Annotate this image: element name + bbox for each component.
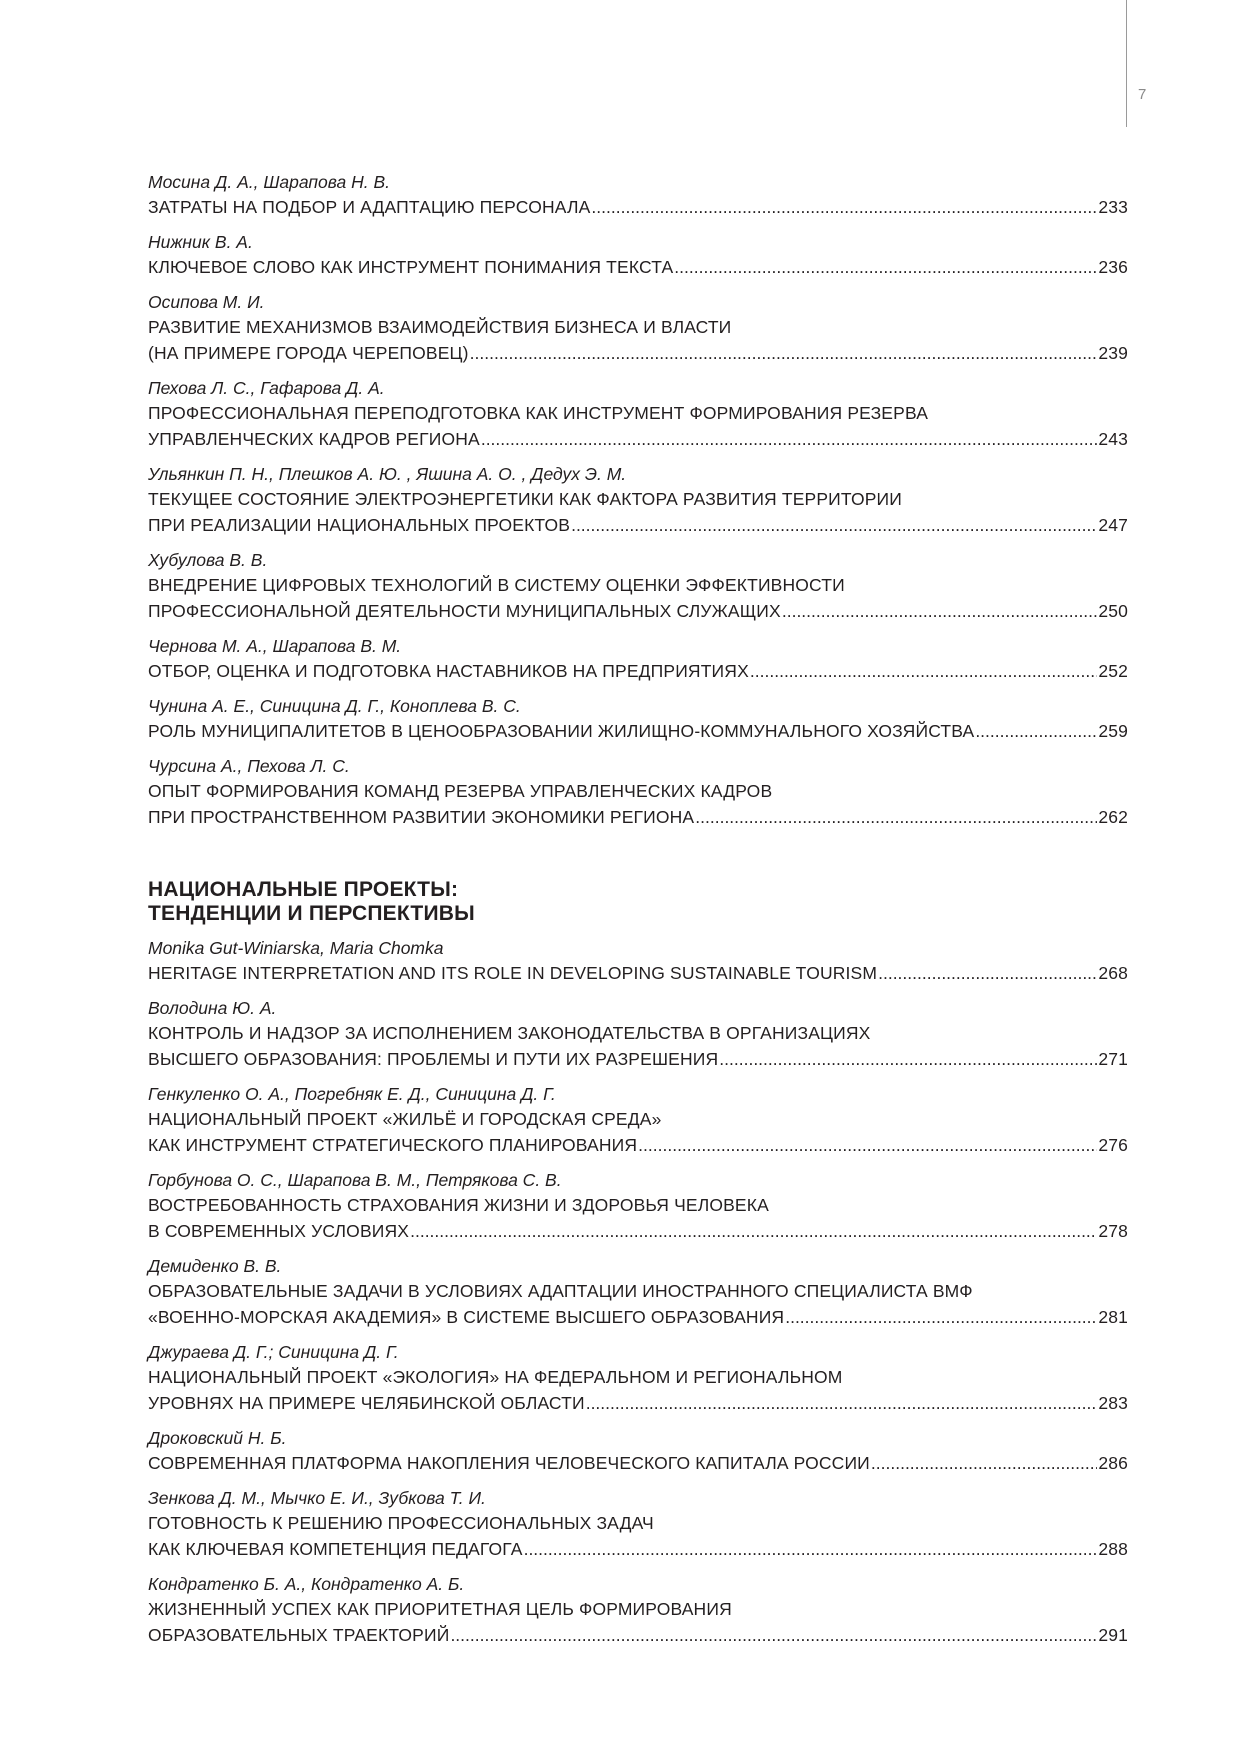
entry-authors: Володина Ю. А. (148, 998, 277, 1018)
entry-title-line (148, 1106, 1128, 1132)
entry-authors: Monika Gut-Winiarska, Maria Chomka (148, 938, 444, 958)
dot-leader (878, 960, 1097, 986)
toc-entry[interactable] (148, 1254, 1128, 1330)
toc-entry[interactable] (148, 1082, 1128, 1158)
entry-page-number: 291 (1098, 1625, 1128, 1645)
entry-page-number: 239 (1098, 343, 1128, 363)
dot-leader (481, 426, 1098, 452)
entry-title-text: «ВОЕННО-МОРСКАЯ АКАДЕМИЯ» В СИСТЕМЕ ВЫСШЕГО ОБРАЗОВАНИЯ (148, 1307, 785, 1327)
entry-page-number: 252 (1098, 661, 1128, 681)
entry-title-text: РОЛЬ МУНИЦИПАЛИТЕТОВ В ЦЕНООБРАЗОВАНИИ ЖИЛИЩНО-КОММУНАЛЬНОГО ХОЗЯЙСТВА (148, 721, 975, 741)
entry-title-line (148, 1364, 1128, 1390)
toc-entry[interactable] (148, 634, 1128, 684)
entry-title-line (148, 1450, 1128, 1476)
entry-title-line (148, 512, 1128, 538)
entry-page-number: 236 (1098, 257, 1128, 277)
entry-title-line (148, 598, 1128, 624)
entry-page-number: 288 (1098, 1539, 1128, 1559)
entry-title-line (148, 486, 1128, 512)
entry-title-text: ОТБОР, ОЦЕНКА И ПОДГОТОВКА НАСТАВНИКОВ НА ПРЕДПРИЯТИЯХ (148, 661, 749, 681)
entry-authors: Дроковский Н. Б. (148, 1428, 287, 1448)
entry-title-text: ОБРАЗОВАТЕЛЬНЫЕ ЗАДАЧИ В УСЛОВИЯХ АДАПТАЦИИ ИНОСТРАННОГО СПЕЦИАЛИСТА ВМФ (148, 1281, 973, 1301)
entry-title-line (148, 1278, 1128, 1304)
margin-rule (1126, 0, 1127, 127)
entry-title-text: ТЕКУЩЕЕ СОСТОЯНИЕ ЭЛЕКТРОЭНЕРГЕТИКИ КАК ФАКТОРА РАЗВИТИЯ ТЕРРИТОРИИ (148, 489, 902, 509)
toc-entry[interactable] (148, 230, 1128, 280)
entry-authors: Зенкова Д. М., Мычко Е. И., Зубкова Т. И. (148, 1488, 486, 1508)
entry-title-text: КАК ИНСТРУМЕНТ СТРАТЕГИЧЕСКОГО ПЛАНИРОВАНИЯ (148, 1135, 638, 1155)
entry-authors: Чунина А. Е., Синицина Д. Г., Коноплева В. С. (148, 696, 521, 716)
entry-title-line (148, 1304, 1128, 1330)
section-heading (148, 878, 1128, 926)
toc-entry[interactable] (148, 1572, 1128, 1648)
entry-title-line (148, 194, 1128, 220)
dot-leader (750, 658, 1097, 684)
entry-authors: Горбунова О. С., Шарапова В. М., Петрякова С. В. (148, 1170, 562, 1190)
entry-title-line (148, 778, 1128, 804)
entry-title-text: ГОТОВНОСТЬ К РЕШЕНИЮ ПРОФЕССИОНАЛЬНЫХ ЗАДАЧ (148, 1513, 654, 1533)
entry-page-number: 271 (1098, 1049, 1128, 1069)
entry-authors: Пехова Л. С., Гафарова Д. А. (148, 378, 385, 398)
entry-title-line (148, 1596, 1128, 1622)
entry-title-line (148, 572, 1128, 598)
entry-title-line (148, 1132, 1128, 1158)
entry-authors: Осипова М. И. (148, 292, 265, 312)
entry-title-text: СОВРЕМЕННАЯ ПЛАТФОРМА НАКОПЛЕНИЯ ЧЕЛОВЕЧЕСКОГО КАПИТАЛА РОССИИ (148, 1453, 870, 1473)
toc-entry[interactable] (148, 754, 1128, 830)
toc-entry[interactable] (148, 1168, 1128, 1244)
entry-title-text: ПРОФЕССИОНАЛЬНОЙ ДЕЯТЕЛЬНОСТИ МУНИЦИПАЛЬНЫХ СЛУЖАЩИХ (148, 601, 781, 621)
entry-title-text: ПРИ ПРОСТРАНСТВЕННОМ РАЗВИТИИ ЭКОНОМИКИ РЕГИОНА (148, 807, 695, 827)
entry-page-number: 233 (1098, 197, 1128, 217)
entry-title-text: РАЗВИТИЕ МЕХАНИЗМОВ ВЗАИМОДЕЙСТВИЯ БИЗНЕСА И ВЛАСТИ (148, 317, 732, 337)
entry-authors: Чурсина А., Пехова Л. С. (148, 756, 350, 776)
toc-entry[interactable] (148, 1426, 1128, 1476)
entries-after-section (148, 936, 1128, 1648)
toc-entry[interactable] (148, 462, 1128, 538)
dot-leader (975, 718, 1097, 744)
entry-authors: Чернова М. А., Шарапова В. М. (148, 636, 402, 656)
entry-authors: Кондратенко Б. А., Кондратенко А. Б. (148, 1574, 465, 1594)
entry-title-text: ПРИ РЕАЛИЗАЦИИ НАЦИОНАЛЬНЫХ ПРОЕКТОВ (148, 515, 571, 535)
entry-title-line (148, 804, 1128, 830)
entry-title-line (148, 1536, 1128, 1562)
entry-title-line (148, 1510, 1128, 1536)
entry-title-text: НАЦИОНАЛЬНЫЙ ПРОЕКТ «ЖИЛЬЁ И ГОРОДСКАЯ СРЕДА» (148, 1109, 662, 1129)
dot-leader (695, 804, 1097, 830)
entry-title-text: HERITAGE INTERPRETATION AND ITS ROLE IN DEVELOPING SUSTAINABLE TOURISM (148, 963, 878, 983)
entry-page-number: 286 (1098, 1453, 1128, 1473)
dot-leader (470, 340, 1098, 366)
toc-entry[interactable] (148, 996, 1128, 1072)
entry-title-text: КОНТРОЛЬ И НАДЗОР ЗА ИСПОЛНЕНИЕМ ЗАКОНОДАТЕЛЬСТВА В ОРГАНИЗАЦИЯХ (148, 1023, 871, 1043)
entry-page-number: 278 (1098, 1221, 1128, 1241)
entry-authors: Ульянкин П. Н., Плешков А. Ю. , Яшина А. О. , Дедух Э. М. (148, 464, 627, 484)
toc-entry[interactable] (148, 1340, 1128, 1416)
dot-leader (450, 1622, 1097, 1648)
dot-leader (591, 194, 1097, 220)
entry-page-number: 243 (1098, 429, 1128, 449)
dot-leader (871, 1450, 1097, 1476)
entry-title-text: (НА ПРИМЕРЕ ГОРОДА ЧЕРЕПОВЕЦ) (148, 343, 469, 363)
entry-title-line (148, 426, 1128, 452)
entry-title-line (148, 718, 1128, 744)
entry-title-text: КЛЮЧЕВОЕ СЛОВО КАК ИНСТРУМЕНТ ПОНИМАНИЯ ТЕКСТА (148, 257, 674, 277)
entry-page-number: 283 (1098, 1393, 1128, 1413)
dot-leader (674, 254, 1097, 280)
dot-leader (638, 1132, 1097, 1158)
entry-title-line (148, 1020, 1128, 1046)
entry-title-text: В СОВРЕМЕННЫХ УСЛОВИЯХ (148, 1221, 410, 1241)
entry-title-text: ВНЕДРЕНИЕ ЦИФРОВЫХ ТЕХНОЛОГИЙ В СИСТЕМУ ОЦЕНКИ ЭФФЕКТИВНОСТИ (148, 575, 845, 595)
dot-leader (571, 512, 1097, 538)
entry-title-text: ВОСТРЕБОВАННОСТЬ СТРАХОВАНИЯ ЖИЗНИ И ЗДОРОВЬЯ ЧЕЛОВЕКА (148, 1195, 769, 1215)
dot-leader (782, 598, 1097, 624)
entry-page-number: 268 (1098, 963, 1128, 983)
entry-title-line (148, 1046, 1128, 1072)
toc-entry[interactable] (148, 376, 1128, 452)
toc-entry[interactable] (148, 936, 1128, 986)
entry-title-line (148, 960, 1128, 986)
entry-page-number: 276 (1098, 1135, 1128, 1155)
entry-title-line (148, 1390, 1128, 1416)
entry-authors: Генкуленко О. А., Погребняк Е. Д., Синицина Д. Г. (148, 1084, 556, 1104)
entry-title-line (148, 400, 1128, 426)
entry-title-text: ЗАТРАТЫ НА ПОДБОР И АДАПТАЦИЮ ПЕРСОНАЛА (148, 197, 591, 217)
toc-entry[interactable] (148, 170, 1128, 220)
entry-title-text: КАК КЛЮЧЕВАЯ КОМПЕТЕНЦИЯ ПЕДАГОГА (148, 1539, 523, 1559)
entry-authors: Мосина Д. А., Шарапова Н. В. (148, 172, 391, 192)
entry-title-line (148, 1218, 1128, 1244)
entry-page-number: 247 (1098, 515, 1128, 535)
page-number: 7 (1138, 86, 1147, 103)
entry-page-number: 259 (1098, 721, 1128, 741)
entry-authors: Хубулова В. В. (148, 550, 268, 570)
dot-leader (785, 1304, 1097, 1330)
toc-entry[interactable] (148, 1486, 1128, 1562)
entry-title-line (148, 340, 1128, 366)
entry-authors: Демиденко В. В. (148, 1256, 282, 1276)
entry-title-text: ОПЫТ ФОРМИРОВАНИЯ КОМАНД РЕЗЕРВА УПРАВЛЕНЧЕСКИХ КАДРОВ (148, 781, 773, 801)
entry-title-line (148, 658, 1128, 684)
entry-title-line (148, 314, 1128, 340)
entry-title-line (148, 1192, 1128, 1218)
dot-leader (524, 1536, 1098, 1562)
entry-title-line (148, 254, 1128, 280)
entry-title-line (148, 1622, 1128, 1648)
entries-before-section (148, 170, 1128, 830)
entry-title-text: УРОВНЯХ НА ПРИМЕРЕ ЧЕЛЯБИНСКОЙ ОБЛАСТИ (148, 1393, 585, 1413)
dot-leader (719, 1046, 1097, 1072)
toc-entry[interactable] (148, 290, 1128, 366)
entry-title-text: НАЦИОНАЛЬНЫЙ ПРОЕКТ «ЭКОЛОГИЯ» НА ФЕДЕРАЛЬНОМ И РЕГИОНАЛЬНОМ (148, 1367, 843, 1387)
entry-page-number: 250 (1098, 601, 1128, 621)
toc-entry[interactable] (148, 694, 1128, 744)
toc-entry[interactable] (148, 548, 1128, 624)
entry-page-number: 281 (1098, 1307, 1128, 1327)
section-title-line-1: НАЦИОНАЛЬНЫЕ ПРОЕКТЫ: (148, 878, 459, 901)
entry-title-text: ПРОФЕССИОНАЛЬНАЯ ПЕРЕПОДГОТОВКА КАК ИНСТРУМЕНТ ФОРМИРОВАНИЯ РЕЗЕРВА (148, 403, 929, 423)
dot-leader (410, 1218, 1097, 1244)
section-title-line-2: ТЕНДЕНЦИИ И ПЕРСПЕКТИВЫ (148, 902, 475, 925)
entry-title-text: УПРАВЛЕНЧЕСКИХ КАДРОВ РЕГИОНА (148, 429, 480, 449)
table-of-contents (148, 170, 1128, 1658)
entry-authors: Джураева Д. Г.; Синицина Д. Г. (148, 1342, 399, 1362)
entry-title-text: ЖИЗНЕННЫЙ УСПЕХ КАК ПРИОРИТЕТНАЯ ЦЕЛЬ ФОРМИРОВАНИЯ (148, 1599, 732, 1619)
entry-title-text: ОБРАЗОВАТЕЛЬНЫХ ТРАЕКТОРИЙ (148, 1625, 450, 1645)
dot-leader (586, 1390, 1098, 1416)
entry-page-number: 262 (1098, 807, 1128, 827)
entry-title-text: ВЫСШЕГО ОБРАЗОВАНИЯ: ПРОБЛЕМЫ И ПУТИ ИХ РАЗРЕШЕНИЯ (148, 1049, 719, 1069)
entry-authors: Нижник В. А. (148, 232, 253, 252)
